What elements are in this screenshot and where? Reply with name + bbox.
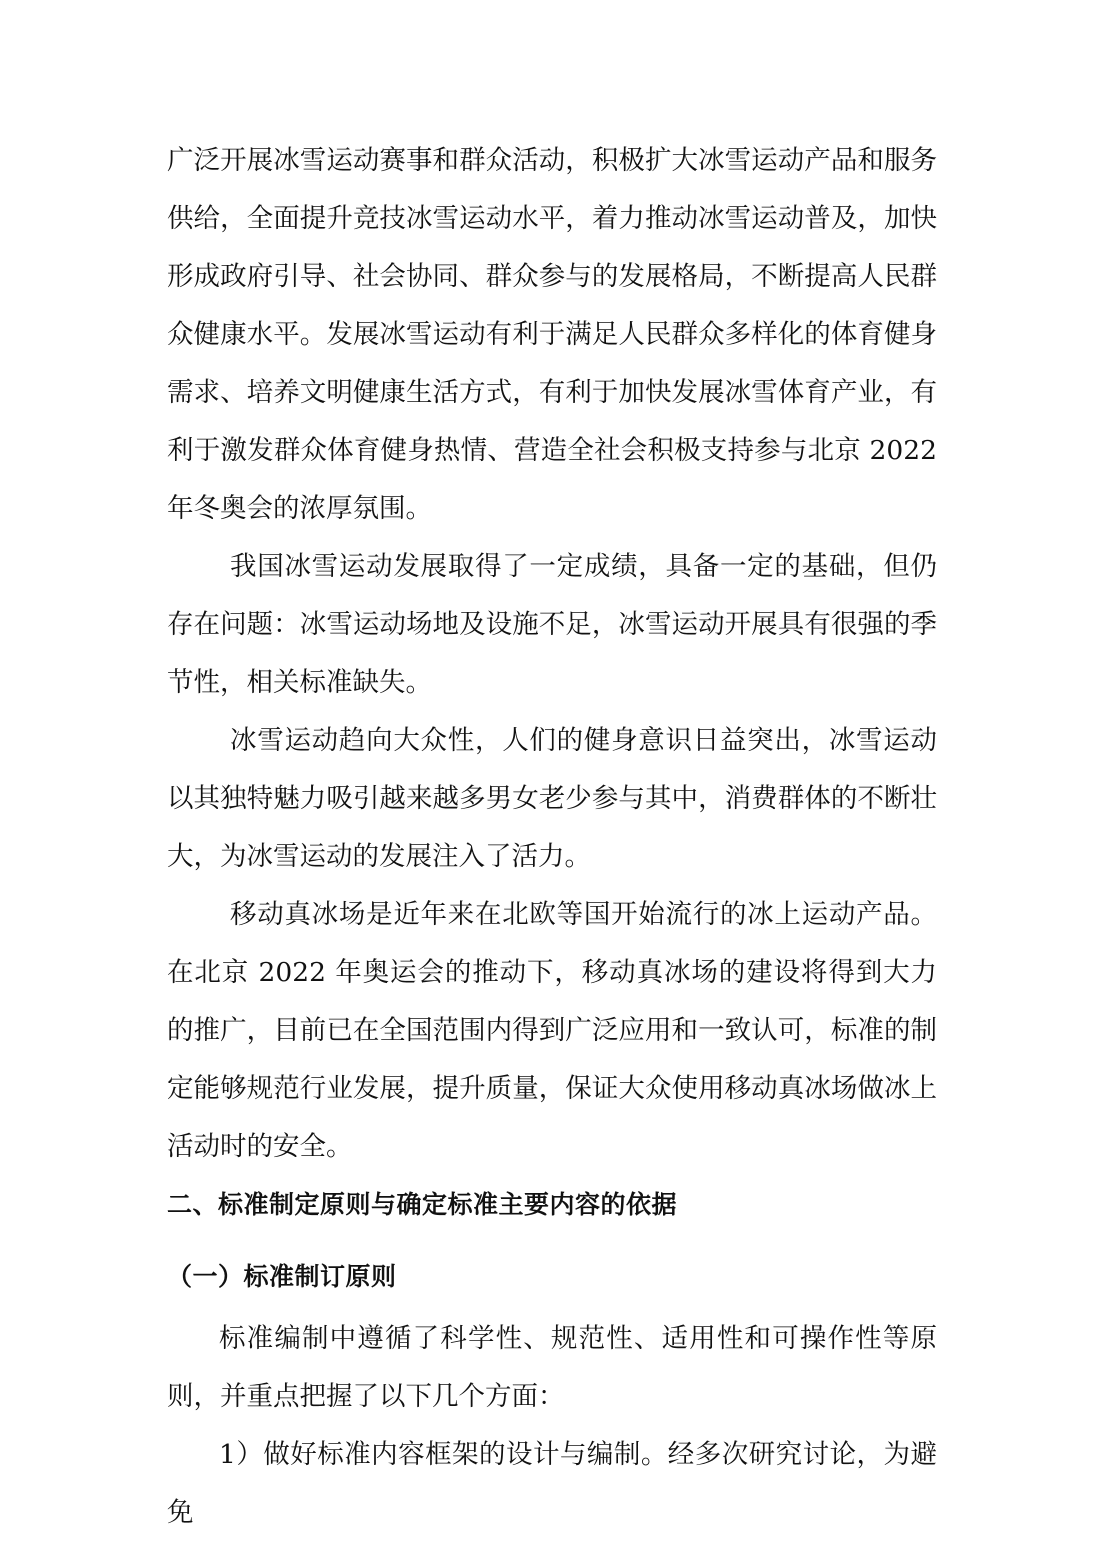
- paragraph-mobile-ice-rink: 移动真冰场是近年来在北欧等国开始流行的冰上运动产品。 在北京 2022 年奥运会的推动下，移动真冰场的建设将得到大力的推广，目前已在全国范围内得到广泛应用和一致认可，标准的制定能够规范行业发展，提升质量，保证大众使用移动真冰场做冰上活动时的安全。: [167, 899, 937, 1162]
- paragraph-principles: 标准编制中遵循了科学性、规范性、适用性和可操作性等原则，并重点把握了以下几个方面：: [167, 1323, 937, 1412]
- paragraph-current-problems: 我国冰雪运动发展取得了一定成绩，具备一定的基础，但仍存在问题：冰雪运动场地及设施不足，冰雪运动开展具有很强的季节性，相关标准缺失。: [167, 551, 937, 698]
- document-page: [167, 132, 937, 1542]
- paragraph-ice-snow-development: 广泛开展冰雪运动赛事和群众活动，积极扩大冰雪运动产品和服务供给，全面提升竞技冰雪运动水平，着力推动冰雪运动普及，加快形成政府引导、社会协同、群众参与的发展格局，不断提高人民群众健康水平。发展冰雪运动有利于满足人民群众多样化的体育健身需求、培养文明健康生活方式，有利于加快发展冰雪体育产业，有利于激发群众体育健身热情、营造全社会积极支持参与北京 2022 年冬奥会的浓厚氛围。: [167, 145, 937, 524]
- paragraph-mass-participation: 冰雪运动趋向大众性，人们的健身意识日益突出，冰雪运动以其独特魅力吸引越来越多男女老少参与其中，消费群体的不断壮大，为冰雪运动的发展注入了活力。: [167, 725, 937, 872]
- paragraph-item-1: 1）做好标准内容框架的设计与编制。经多次研究讨论，为避免: [167, 1439, 937, 1528]
- section-heading: 二、标准制定原则与确定标准主要内容的依据: [167, 1190, 678, 1219]
- subsection-heading: （一）标准制订原则: [167, 1262, 397, 1291]
